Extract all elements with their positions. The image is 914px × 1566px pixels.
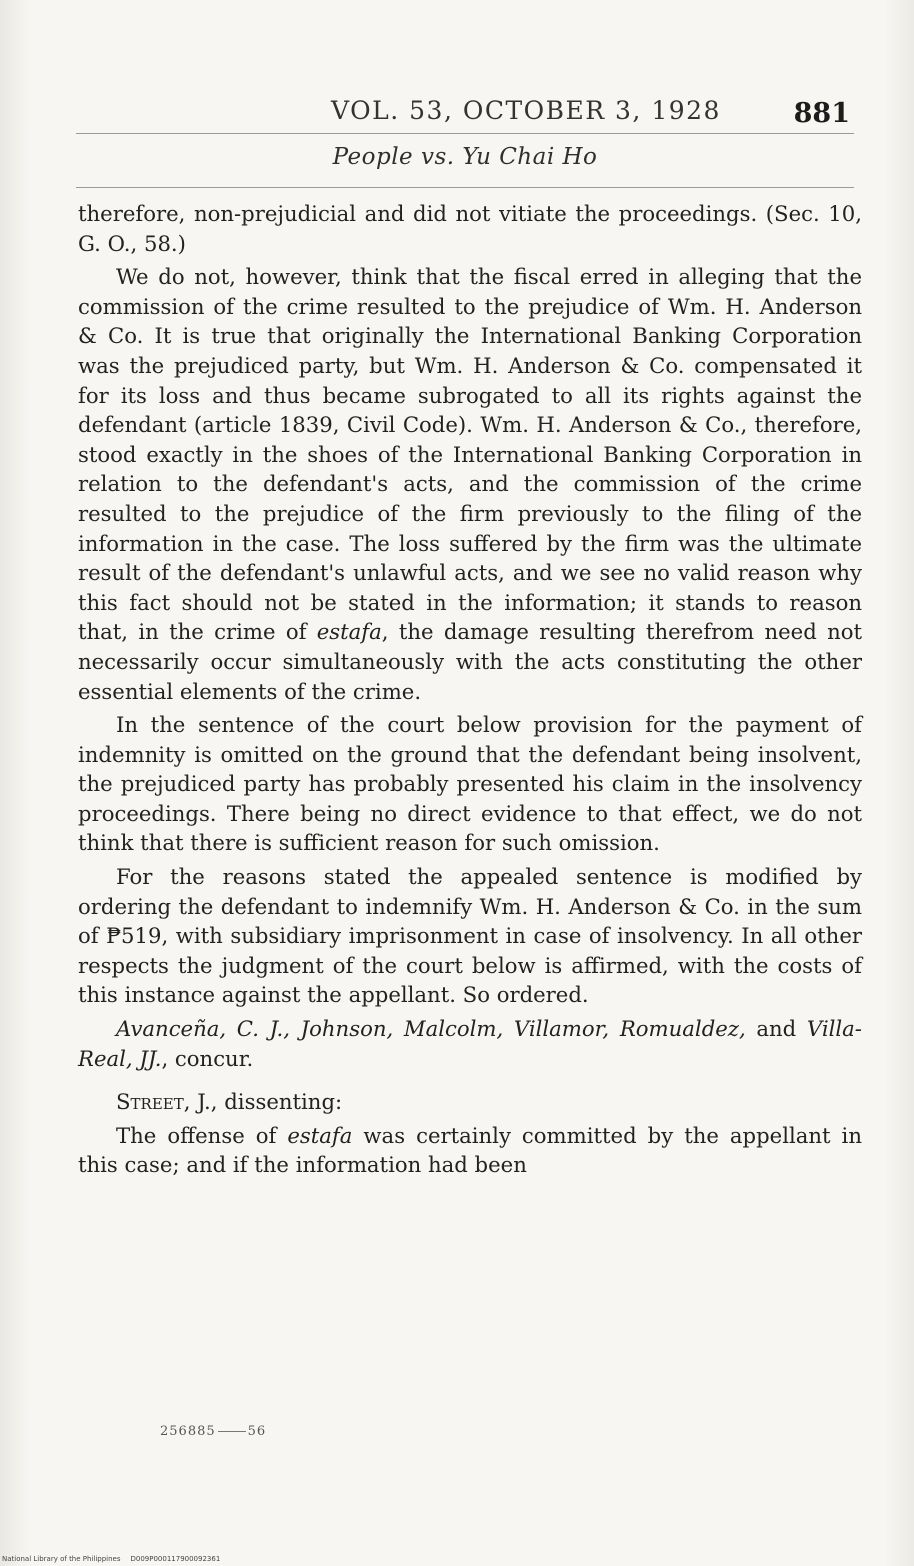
- printer-code-left: 256885: [160, 1424, 216, 1439]
- printer-code-dash: [218, 1431, 246, 1432]
- page-number: 881: [793, 98, 850, 129]
- paragraph-dissent-text-a: The offense of: [116, 1122, 277, 1148]
- body-text: [78, 199, 862, 1180]
- dissent-heading: [78, 1087, 862, 1117]
- paragraph-indemnity: In the sentence of the court below provision for the payment of indemnity is omitted on the ground that the defendant being insolvent, the prejudiced party has probably presented his claim in the insolvency proceedings. There being no direct evidence to that effect, we do not think that there is sufficient reason for such omission.: [78, 712, 862, 856]
- watermark-id: D009P000117900092361: [130, 1555, 221, 1563]
- scan-watermark: [2, 1555, 230, 1563]
- running-title: VOL. 53, OCTOBER 3, 1928: [331, 96, 721, 125]
- estafa-term-dissent: estafa: [287, 1122, 353, 1148]
- paragraph-disposition: For the reasons stated the appealed sentence is modified by ordering the defendant to indemnify Wm. H. Anderson & Co. in the sum of ₱519, with subsidiary imprisonment in case of insolvency. In all other respects the judgment of the court below is affirmed, with the costs of this instance against the appellant. So ordered.: [78, 864, 862, 1008]
- paragraph-dissent: [78, 1121, 862, 1180]
- header-rule-top: [76, 133, 854, 134]
- page-header: [76, 96, 866, 136]
- concurring-names: Avanceña, C. J., Johnson, Malcolm, Villamor, Romualdez,: [116, 1016, 746, 1042]
- concurring-and: and: [756, 1016, 797, 1042]
- watermark-library: National Library of the Philippines: [2, 1555, 121, 1563]
- paragraph-dissent-text-b: was certainly committed by the appellant in this case; and if the information had been: [78, 1122, 862, 1178]
- concurring-names-2: Villa-Real, JJ.: [78, 1016, 862, 1071]
- dissent-label: , J., dissenting:: [183, 1089, 343, 1115]
- printer-code: [160, 1424, 266, 1439]
- header-rule-bottom: [76, 187, 854, 188]
- paragraph-subrogation-text-b: , the damage resulting therefrom need not necessarily occur simultaneously with the acts constituting the other essential elements of the crime.: [78, 619, 862, 704]
- paragraph-subrogation: [78, 262, 862, 706]
- paragraph-subrogation-text-a: We do not, however, think that the fiscal erred in alleging that the commission of the crime resulted to the prejudice of Wm. H. Anderson & Co. It is true that originally the International Banking Corporation was the prejudiced party, but Wm. H. Anderson & Co. compensated it for its loss and thus became subrogated to all its rights against the defendant (article 1839, Civil Code). Wm. H. Anderson & Co., therefore, stood exactly in the shoes of the International Banking Corporation in relation to the defendant's acts, and the commission of the crime resulted to the prejudice of the firm previously to the filing of the information in the case. The loss suffered by the firm was the ultimate result of the defendant's unlawful acts, and we see no valid reason why this fact should not be stated in the information; it stands to reason that, in the crime of: [78, 264, 862, 645]
- printer-code-right: 56: [247, 1424, 267, 1439]
- concurring-justices: [78, 1014, 862, 1073]
- dissent-justice: Street: [116, 1089, 184, 1115]
- case-title: People vs. Yu Chai Ho: [332, 144, 598, 170]
- estafa-term: estafa: [316, 619, 382, 645]
- concurring-end: , concur.: [161, 1045, 254, 1071]
- paragraph-continuation: therefore, non-prejudicial and did not vitiate the proceedings. (Sec. 10, G. O., 58.): [78, 201, 862, 256]
